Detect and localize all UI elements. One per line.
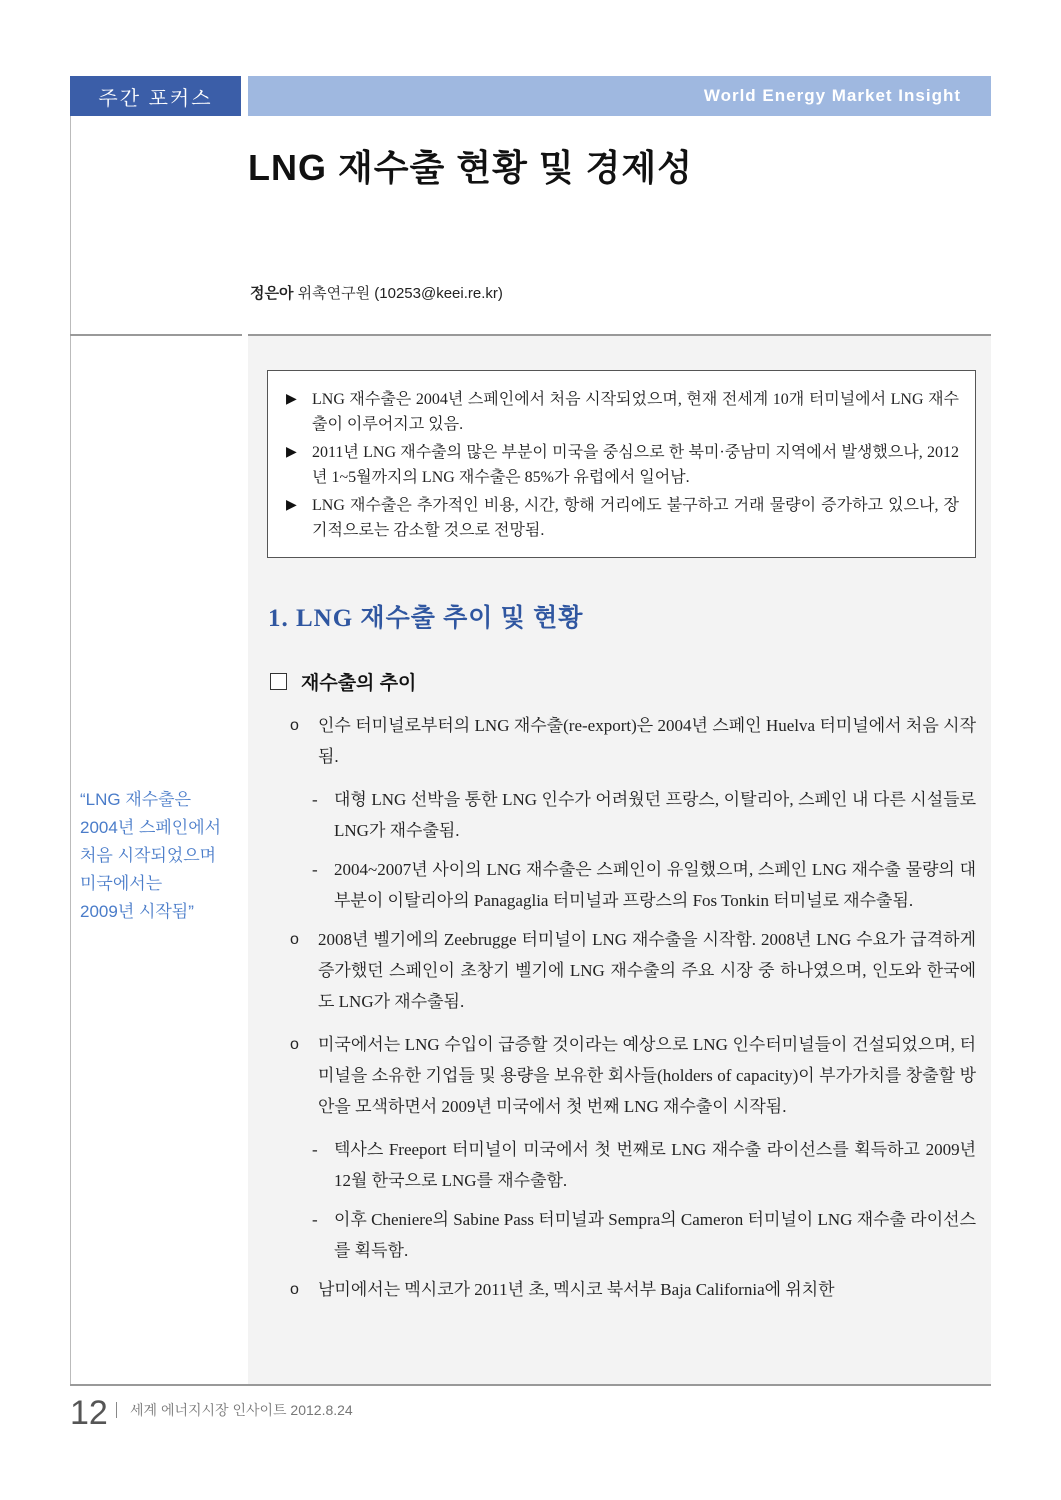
pull-quote [80,786,240,926]
bullet-paragraph: o 남미에서는 멕시코가 2011년 초, 멕시코 북서부 Baja California에 위치한 [288,1274,976,1305]
left-vertical-rule [70,116,71,1386]
footer-separator [116,1402,117,1418]
pull-quote-line: 처음 시작되었으며 [80,846,217,865]
pull-quote-line: 2009년 시작됨” [80,902,194,921]
dash-item: - 텍사스 Freeport 터미널이 미국에서 첫 번째로 LNG 재수출 라이선스를 획득하고 2009년 12월 한국으로 LNG를 재수출함. [288,1134,976,1196]
sub-heading-text: 재수출의 추이 [301,673,417,694]
checkbox-square-icon [270,673,287,690]
dash-item: - 2004~2007년 사이의 LNG 재수출은 스페인이 유일했으며, 스페인 LNG 재수출 물량의 대부분이 이탈리아의 Panagaglia 터미널과 프랑스의 Fos Tonkin 터미널로 재수출됨. [288,854,976,916]
author-line [250,282,503,303]
bullet-paragraph: o 인수 터미널로부터의 LNG 재수출(re-export)은 2004년 스페인 Huelva 터미널에서 처음 시작됨. [288,710,976,772]
pull-quote-line: 2004년 스페인에서 [80,818,222,837]
bullet-paragraph: o 2008년 벨기에의 Zeebrugge 터미널이 LNG 재수출을 시작함. 2008년 LNG 수요가 급격하게 증가했던 스페인이 초창기 벨기에 LNG 재수출의 주요 시장 중 하나였으며, 인도와 한국에도 LNG가 재수출됨. [288,924,976,1017]
dash-item: - 이후 Cheniere의 Sabine Pass 터미널과 Sempra의 Cameron 터미널이 LNG 재수출 라이선스를 획득함. [288,1204,976,1266]
summary-item: ▶ 2011년 LNG 재수출의 많은 부분이 미국을 중심으로 한 북미·중남미 지역에서 발생했으나, 2012년 1~5월까지의 LNG 재수출은 85%가 유럽에서 일어남. [286,440,959,490]
pull-quote-line: “LNG 재수출은 [80,790,192,809]
author-affiliation: 위촉연구원 (10253@keei.re.kr) [297,285,503,302]
publication-banner: World Energy Market Insight [248,76,991,116]
page-number: 12 [70,1394,108,1432]
sub-heading [270,668,416,695]
summary-item: ▶ LNG 재수출은 2004년 스페인에서 처음 시작되었으며, 현재 전세계 10개 터미널에서 LNG 재수출이 이루어지고 있음. [286,387,959,437]
dash-item: - 대형 LNG 선박을 통한 LNG 인수가 어려웠던 프랑스, 이탈리아, 스페인 내 다른 시설들로 LNG가 재수출됨. [288,784,976,846]
footer-publication: 세계 에너지시장 인사이트 2012.8.24 [130,1402,353,1418]
footer-rule [70,1384,991,1386]
article-title: LNG 재수출 현황 및 경제성 [248,147,693,188]
article-body [288,710,976,1317]
category-tag: 주간 포커스 [70,76,241,116]
author-name: 정은아 [250,285,294,302]
summary-box [267,370,976,558]
divider-left [70,334,242,336]
bullet-paragraph: o 미국에서는 LNG 수입이 급증할 것이라는 예상으로 LNG 인수터미널들이 건설되었으며, 터미널을 소유한 기업들 및 용량을 보유한 회사들(holders of capacity)이 부가가치를 창출할 방안을 모색하면서 2009년 미국에서 첫 번째 LNG 재수출이 시작됨. [288,1029,976,1122]
pull-quote-line: 미국에서는 [80,874,163,893]
summary-item: ▶ LNG 재수출은 추가적인 비용, 시간, 항해 거리에도 불구하고 거래 물량이 증가하고 있으나, 장기적으로는 감소할 것으로 전망됨. [286,493,959,543]
section-heading: 1. LNG 재수출 추이 및 현황 [268,605,584,632]
